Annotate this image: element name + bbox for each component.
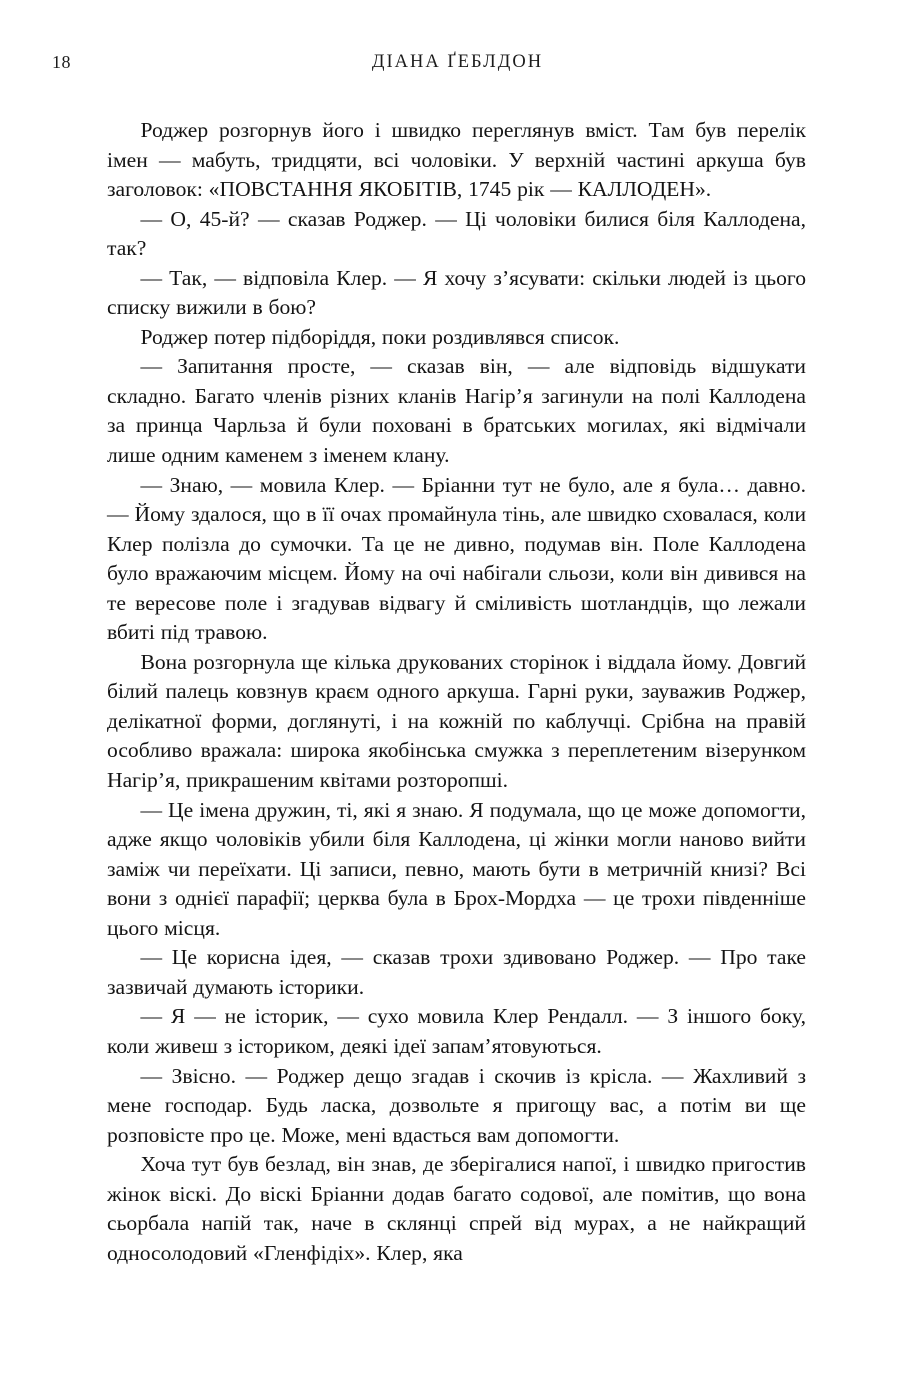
running-header bbox=[0, 52, 915, 76]
paragraph: Роджер потер підборіддя, поки роздивлявся список. bbox=[140, 324, 620, 349]
paragraph: — Це імена дружин, ті, які я знаю. Я подумала, що це може допомогти, адже якщо чоловіків убили біля Каллодена, ці жінки могли наново вийти заміж чи переїхати. Ці записи, певно, мають бути в метричній книзі? Всі вони з однієї парафії; церква була в Брох-Мордха — це трохи південніше цього місця. bbox=[107, 797, 806, 940]
page-number: 18 bbox=[52, 52, 71, 72]
running-title: ДІАНА ҐЕБЛДОН bbox=[371, 52, 544, 72]
paragraph: Хоча тут був безлад, він знав, де зберігалися напої, і швидко пригостив жінок віскі. До віскі Бріанни додав багато содової, але помітив, що вона сьорбала напій так, наче в склянці спрей від мурах, а не найкращий односолодовий «Гленфідіх». Клер, яка bbox=[107, 1152, 806, 1265]
paragraph: Вона розгорнула ще кілька друкованих сторінок і віддала йому. Довгий білий палець ковзнув краєм одного аркуша. Гарні руки, зауважив Роджер, делікатної форми, доглянуті, і на кожній по каблучці. Срібна на правій особливо вражала: широка якобінська смужка з переплетеним візерунком Нагір’я, прикрашеним квітами розторопші. bbox=[107, 649, 806, 793]
paragraph: — Звісно. — Роджер дещо згадав і скочив із крісла. — Жахливий з мене господар. Будь ласка, дозвольте я пригощу вас, а потім ви ще розповісте про це. Може, мені вдасться вам допомогти. bbox=[107, 1063, 806, 1147]
paragraph: — О, 45-й? — сказав Роджер. — Ці чоловіки билися біля Каллодена, так? bbox=[107, 206, 806, 261]
paragraph: — Запитання просте, — сказав він, — але відповідь відшукати складно. Багато членів різних кланів Нагір’я загинули на полі Каллодена за принца Чарльза й були поховані в братських могилах, які відмічали лише одним каменем з іменем клану. bbox=[107, 354, 806, 468]
paragraph: — Так, — відповіла Клер. — Я хочу з’ясувати: скільки людей із цього списку вижили в бою? bbox=[107, 265, 806, 320]
page-body bbox=[107, 116, 806, 1268]
paragraph: — Я — не історик, — сухо мовила Клер Рендалл. — З іншого боку, коли живеш з істориком, деякі ідеї запам’ятовуються. bbox=[107, 1004, 806, 1058]
paragraph: Роджер розгорнув його і швидко переглянув вміст. Там був перелік імен — мабуть, тридцяти, всі чоловіки. У верхній частині аркуша був заголовок: «ПОВСТАННЯ ЯКОБІТІВ, 1745 рік — КАЛЛОДЕН». bbox=[107, 118, 806, 202]
paragraph: — Знаю, — мовила Клер. — Бріанни тут не було, але я була… давно. — Йому здалося, що в її очах промайнула тінь, але швидко сховалася, коли Клер полізла до сумочки. Та це не дивно, подумав він. Поле Каллодена було вражаючим місцем. Йому на очі набігали сльози, коли він дивився на те вересове поле і згадував відвагу й сміливість шотландців, що лежали вбиті під травою. bbox=[107, 472, 806, 645]
paragraph: — Це корисна ідея, — сказав трохи здивовано Роджер. — Про таке зазвичай думають історики. bbox=[107, 945, 806, 999]
